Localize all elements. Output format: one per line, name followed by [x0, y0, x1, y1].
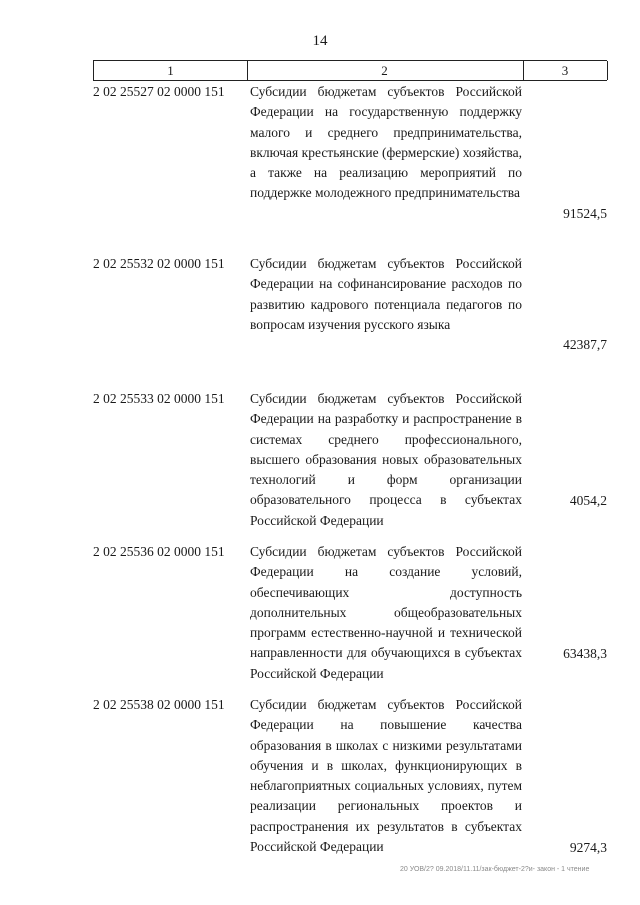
header-col-2: 2 — [246, 61, 524, 80]
row-description: Субсидии бюджетам субъектов Российской Федерации на софинансирование расходов по развитию кадрового потенциала педагогов по вопросам изучения русского языка — [250, 256, 522, 332]
table-row — [93, 542, 613, 681]
table-body — [93, 82, 613, 858]
header-col-1: 1 — [93, 61, 248, 80]
row-amount: 9274,3 — [569, 839, 607, 855]
row-amount: 91524,5 — [563, 205, 607, 221]
table-row — [93, 695, 613, 858]
table-row — [93, 254, 613, 355]
budget-code: 2 02 25536 02 0000 151 — [93, 544, 225, 559]
row-amount: 4054,2 — [569, 492, 607, 508]
budget-code: 2 02 25533 02 0000 151 — [93, 391, 225, 406]
budget-code: 2 02 25538 02 0000 151 — [93, 697, 225, 712]
table-header — [93, 60, 607, 81]
footer-stamp: 20 УОВ/2? 09.2018/11.11/зак-бюджет-2?и- закон - 1 чтение — [400, 866, 590, 873]
budget-code: 2 02 25527 02 0000 151 — [93, 84, 225, 99]
table-row — [93, 82, 613, 224]
row-description: Субсидии бюджетам субъектов Российской Федерации на разработку и распространение в системах среднего профессионального, высшего образования новых образовательных технологий и форм организации образовательного процесса в субъектах Российской Федерации — [250, 391, 522, 528]
page-number: 14 — [312, 33, 328, 49]
row-amount: 63438,3 — [563, 645, 607, 661]
row-description: Субсидии бюджетам субъектов Российской Федерации на государственную поддержку малого и среднего предпринимательства, включая крестьянские (фермерские) хозяйства, а также на реализацию мероприятий по поддержке молодежного предпринимательства — [250, 84, 522, 201]
row-description: Субсидии бюджетам субъектов Российской Федерации на повышение качества образования в школах с низкими результатами обучения и в школах, функционирующих в неблагоприятных социальных условиях, путем реализации региональных проектов и распространения их результатов в субъектах Российской Федерации — [250, 697, 522, 855]
header-col-3: 3 — [523, 61, 608, 80]
table-row — [93, 389, 613, 528]
row-amount: 42387,7 — [563, 336, 607, 352]
row-description: Субсидии бюджетам субъектов Российской Федерации на создание условий, обеспечивающих доступность дополнительных общеобразовательных программ естественно-научной и технической направленности для обучающихся в субъектах Российской Федерации — [250, 544, 522, 681]
budget-code: 2 02 25532 02 0000 151 — [93, 256, 225, 271]
